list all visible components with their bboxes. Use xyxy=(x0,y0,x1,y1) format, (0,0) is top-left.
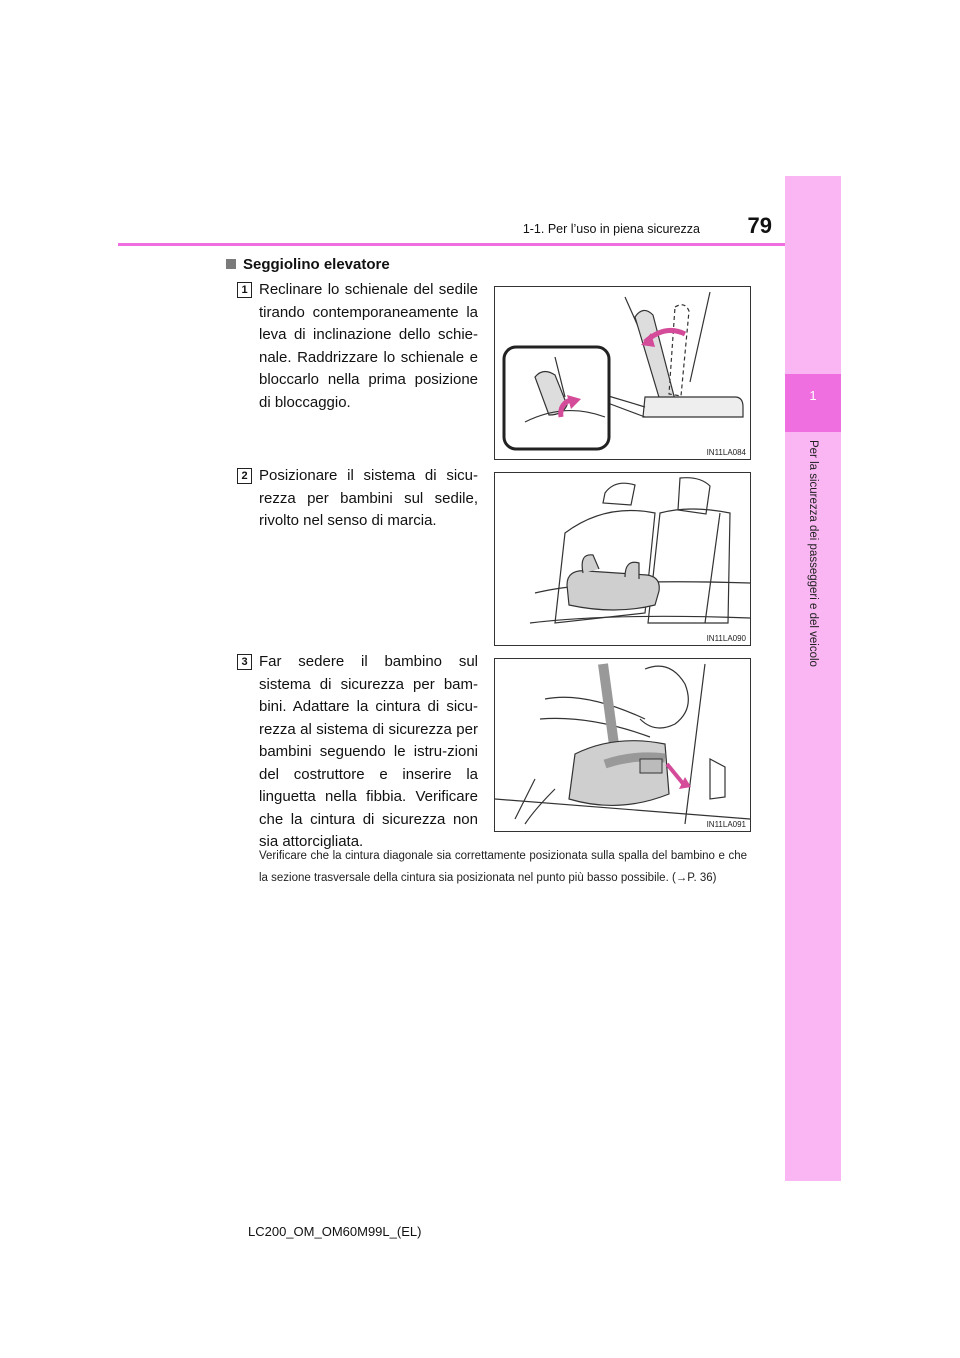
section-title: 1-1. Per l’uso in piena sicurezza xyxy=(522,222,700,236)
chapter-number: 1 xyxy=(809,388,817,403)
header-rule xyxy=(118,243,785,246)
step-text-1: Reclinare lo schienale del sedile tirando contemporaneamente la leva di inclinazione dello schie-nale. Raddrizzare lo schienale e bloccarlo nella prima posizione di bloccaggio. xyxy=(259,281,478,411)
figure-code-2: IN11LA090 xyxy=(706,634,746,643)
figure-step-3 xyxy=(494,658,751,832)
page-number: 79 xyxy=(747,213,772,238)
note-paragraph: Verificare che la cintura diagonale sia correttamente posizionata sulla spalla del bambino e che la sezione trasversale della cintura sia posizionata nel punto più basso possibile. (→P. 36) xyxy=(259,850,747,884)
booster-seat-illustration xyxy=(495,473,750,645)
chapter-title: Per la sicurezza dei passeggeri e del veicolo xyxy=(807,440,819,667)
section-heading xyxy=(226,256,390,273)
figure-code-3: IN11LA091 xyxy=(706,820,746,829)
section-heading-text: Seggiolino elevatore xyxy=(243,256,390,273)
figure-step-1 xyxy=(494,286,751,460)
step-badge-1: 1 xyxy=(237,282,252,298)
chapter-active-marker xyxy=(785,374,841,432)
step-badge-3: 3 xyxy=(237,654,252,670)
chapter-title-vertical xyxy=(785,440,841,740)
seat-recline-illustration xyxy=(495,287,750,459)
square-bullet-icon xyxy=(226,259,236,269)
child-seatbelt-illustration xyxy=(495,659,750,831)
step-text-3: Far sedere il bambino sul sistema di sicurezza per bam-bini. Adattare la cintura di sicu-rezza al sistema di sicurezza per bambini seguendo le istru-zioni del costruttore e inserire la linguetta nella fibbia. Verificare che la cintura di sicurezza non sia attorcigliata. xyxy=(259,653,478,850)
step-text-2: Posizionare il sistema di sicu-rezza per bambini sul sedile, rivolto nel senso di marcia. xyxy=(259,467,478,529)
figure-step-2 xyxy=(494,472,751,646)
step-badge-2: 2 xyxy=(237,468,252,484)
document-code: LC200_OM_OM60M99L_(EL) xyxy=(248,1224,422,1239)
figure-code-1: IN11LA084 xyxy=(706,448,746,457)
